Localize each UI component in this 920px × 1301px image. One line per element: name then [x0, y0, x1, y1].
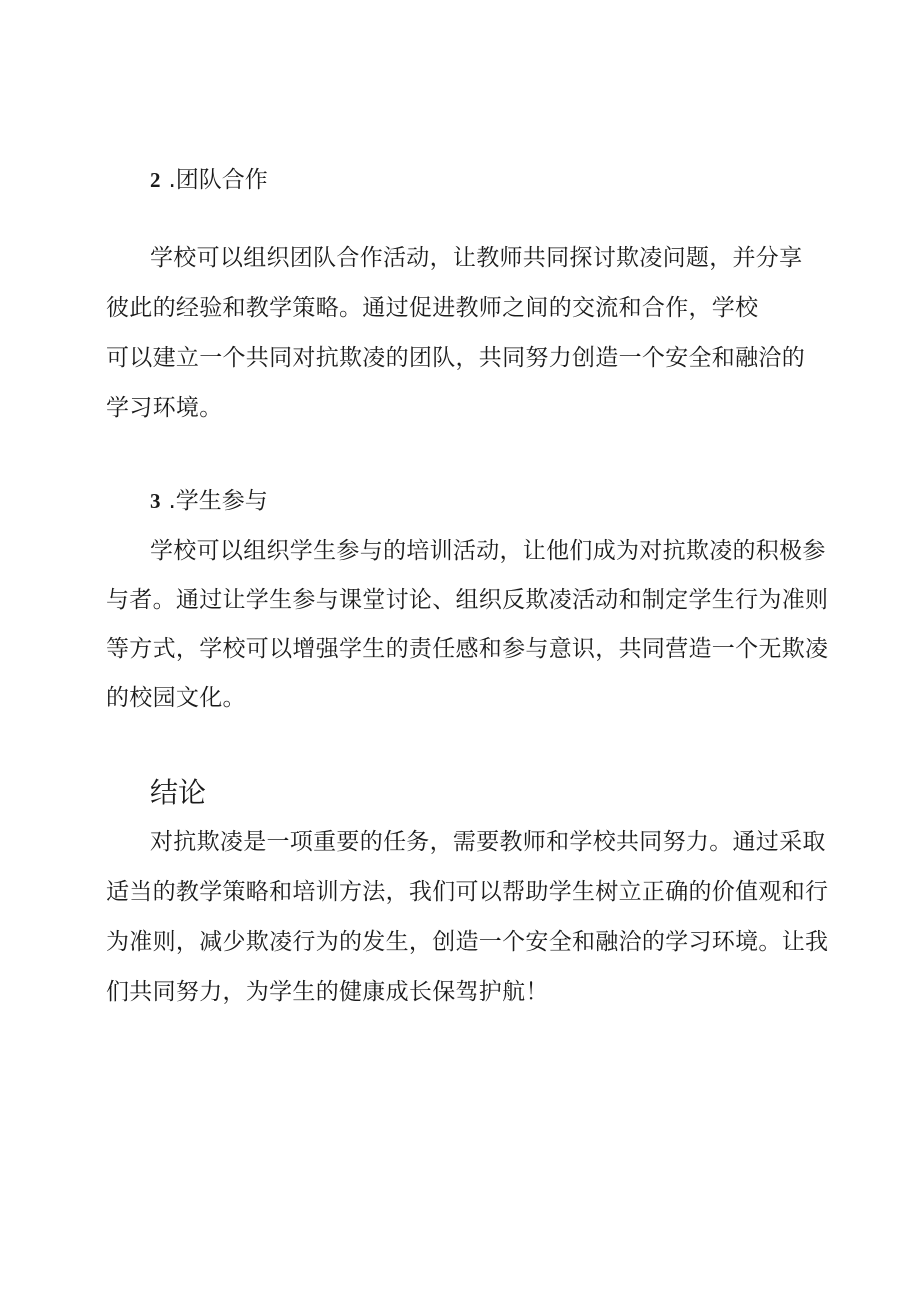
- section-3-line-2: 与者。通过让学生参与课堂讨论、组织反欺凌活动和制定学生行为准则: [106, 587, 829, 613]
- section-3-number: 3: [150, 489, 161, 513]
- section-3-title: .学生参与: [168, 488, 268, 514]
- section-2-heading: [150, 165, 268, 195]
- section-3-line-4: 的校园文化。: [106, 685, 246, 711]
- section-2-number: 2: [150, 168, 161, 192]
- section-3-line-1: 学校可以组织学生参与的培训活动，让他们成为对抗欺凌的积极参: [150, 538, 826, 564]
- section-2-line-1: 学校可以组织团队合作活动，让教师共同探讨欺凌问题，并分享: [150, 245, 803, 271]
- conclusion-title: 结论: [150, 776, 207, 809]
- section-3-heading: [150, 486, 268, 516]
- conclusion-line-1: 对抗欺凌是一项重要的任务，需要教师和学校共同努力。通过采取: [150, 829, 826, 855]
- conclusion-line-4: 们共同努力，为学生的健康成长保驾护航！: [106, 979, 549, 1005]
- conclusion-line-2: 适当的教学策略和培训方法，我们可以帮助学生树立正确的价值观和行: [106, 879, 829, 905]
- section-2-line-2: 彼此的经验和教学策略。通过促进教师之间的交流和合作，学校: [106, 295, 759, 321]
- section-2-title: .团队合作: [168, 167, 268, 193]
- section-2-line-3: 可以建立一个共同对抗欺凌的团队，共同努力创造一个安全和融洽的: [106, 345, 805, 371]
- conclusion-line-3: 为准则，减少欺凌行为的发生，创造一个安全和融洽的学习环境。让我: [106, 929, 829, 955]
- section-3-line-3: 等方式，学校可以增强学生的责任感和参与意识，共同营造一个无欺凌: [106, 636, 829, 662]
- section-2-line-4: 学习环境。: [106, 395, 223, 421]
